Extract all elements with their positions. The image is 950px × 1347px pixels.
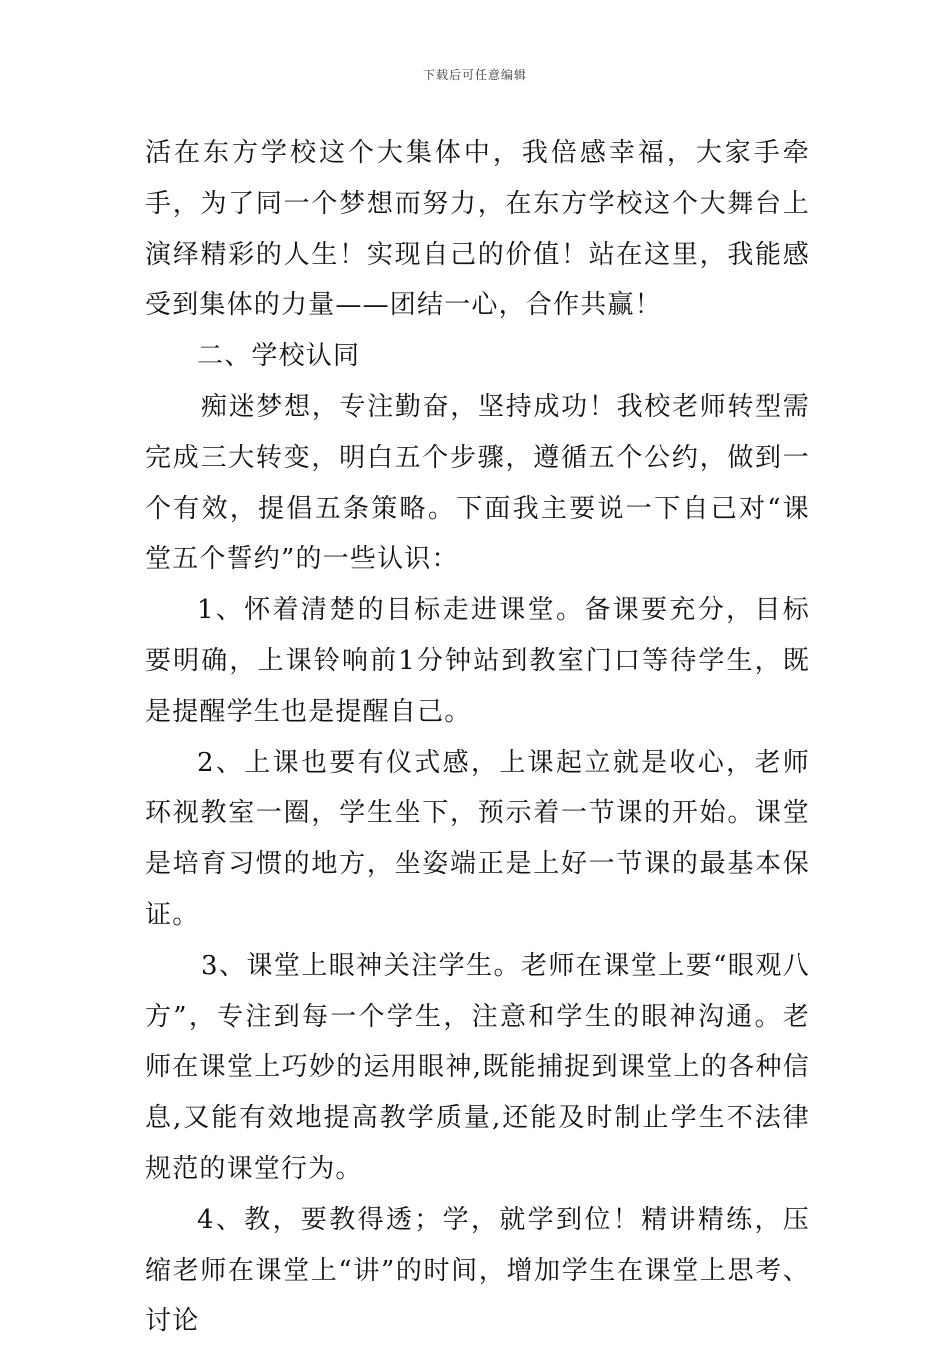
paragraph-collective: 活在东方学校这个大集体中，我倍感幸福，大家手牵手，为了同一个梦想而努力，在东方学校这个大舞台上演绎精彩的人生！实现自己的价值！站在这里，我能感受到集体的力量——团结一心，合作共赢！ bbox=[145, 138, 810, 321]
paragraph-pledge-1: 1、怀着清楚的目标走进课堂。备课要充分，目标要明确，上课铃响前1分钟站到教室门口等待学生，既是提醒学生也是提醒自己。 bbox=[145, 595, 810, 727]
page-header-note: 下载后可任意编辑 bbox=[422, 68, 527, 82]
section-heading-school-identity: 二、学校认同 bbox=[197, 341, 361, 372]
paragraph-dream: 痴迷梦想，专注勤奋，坚持成功！我校老师转型需完成三大转变，明白五个步骤，遵循五个公约，做到一个有效，提倡五条策略。下面我主要说一下自己对“课堂五个誓约”的一些认识： bbox=[145, 391, 810, 575]
document-body bbox=[145, 128, 810, 1347]
paragraph-pledge-3: 3、课堂上眼神关注学生。老师在课堂上要“眼观八方”，专注到每一个学生，注意和学生的眼神沟通。老师在课堂上巧妙的运用眼神,既能捕捉到课堂上的各种信息,又能有效地提高教学质量,还能及时制止学生不法律规范的课堂行为。 bbox=[145, 950, 810, 1184]
paragraph-pledge-2: 2、上课也要有仪式感，上课起立就是收心，老师环视教室一圈，学生坐下，预示着一节课的开始。课堂是培育习惯的地方，坐姿端正是上好一节课的最基本保证。 bbox=[145, 747, 810, 930]
paragraph-pledge-4: 4、教，要教得透；学，就学到位！精讲精练，压缩老师在课堂上“讲”的时间，增加学生在课堂上思考、讨论 bbox=[145, 1204, 810, 1337]
